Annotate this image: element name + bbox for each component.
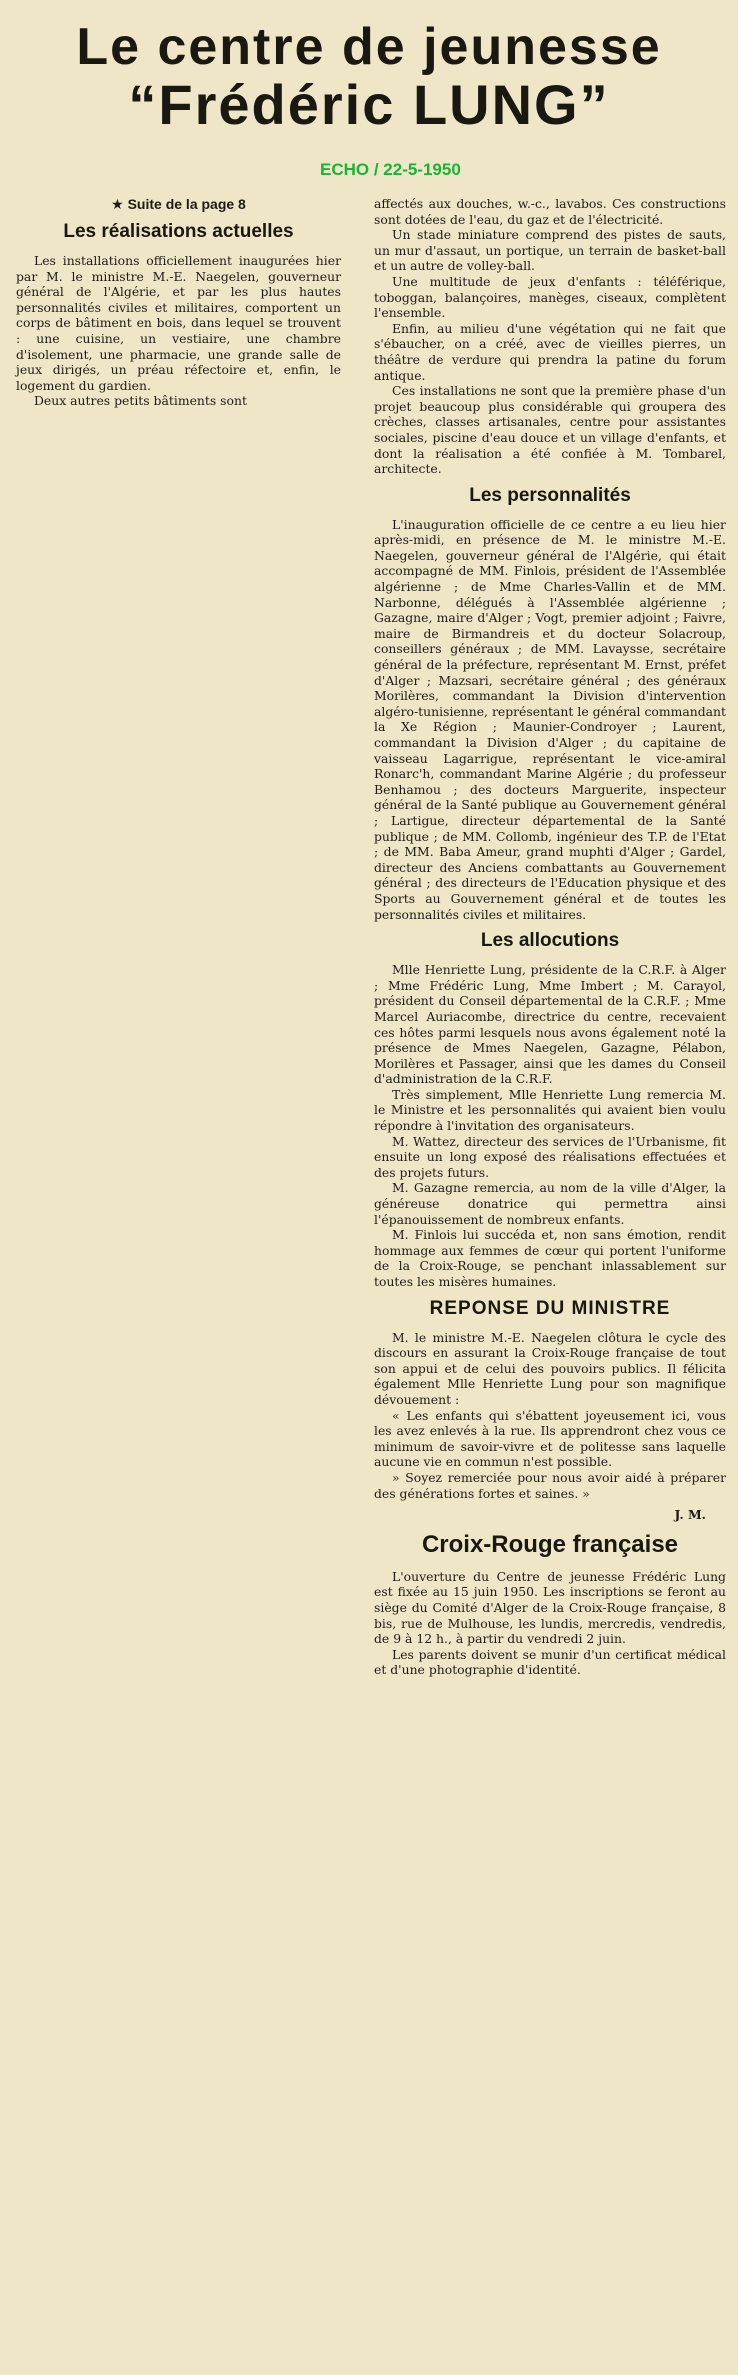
section-heading-allocutions: Les allocutions xyxy=(480,930,620,952)
section-heading-realisations: Les réalisations actuelles xyxy=(63,221,294,242)
right-column xyxy=(374,196,726,1678)
headline-line1: Le centre de jeunesse xyxy=(76,18,662,76)
paragraph: L'ouverture du Centre de jeunesse Frédéric Lung est fixée au 15 juin 1950. Les inscriptions se feront au siège du Comité d'Alger de la Croix-Rouge française, 8 bis, rue de Mulhouse, les lundis, mercredis, vendredis, de 9 à 12 h., à partir du vendredi 2 juin. xyxy=(374,1568,726,1647)
headline xyxy=(0,18,738,134)
paragraph: Ces installations ne sont que la première phase d'un projet beaucoup plus considérable qui groupera des crèches, classes artisanales, centre pour assistantes sociales, piscine d'eau douce et un village d'enfants, et dont la réalisation a été confiée à M. Tombarel, architecte. xyxy=(374,383,726,477)
continued-from-note: ★ Suite de la page 8 xyxy=(111,196,246,212)
section-heading-croix-rouge: Croix-Rouge française xyxy=(421,1530,679,1558)
paragraph: M. Wattez, directeur des services de l'Urbanisme, fit ensuite un long exposé des réalisations effectuées et des projets futurs. xyxy=(374,1133,726,1180)
paragraph: M. Gazagne remercia, au nom de la ville d'Alger, la généreuse donatrice qui permettra ainsi l'épanouissement de nombreux enfants. xyxy=(374,1180,726,1227)
source-tag: ECHO / 22-5-1950 xyxy=(320,160,461,179)
signature: J. M. xyxy=(674,1507,706,1523)
paragraph: Un stade miniature comprend des pistes de sauts, un mur d'assaut, un portique, un terrain de basket-ball et un autre de volley-ball. xyxy=(374,227,726,274)
paragraph: M. Finlois lui succéda et, non sans émotion, rendit hommage aux femmes de cœur qui portent l'uniforme de la Croix-Rouge, se penchant inlassablement sur toutes les misères humaines. xyxy=(374,1227,726,1289)
headline-line2: “Frédéric LUNG” xyxy=(128,73,610,136)
paragraph: L'inauguration officielle de ce centre a eu lieu hier après-midi, en présence de M. le ministre M.-E. Naegelen, gouverneur général de l'Algérie, qui était accompagné de MM. Finlois, président de l'Assemblée algérienne ; de Mme Charles-Vallin et de MM. Narbonne, délégués à l'Assemblée algérienne ; Gazagne, maire d'Alger ; Vogt, premier adjoint ; Faivre, maire de Birmandreis et du docteur Solacroup, conseillers généraux ; de MM. Lavaysse, secrétaire général de la préfecture, représentant M. Ernst, préfet d'Alger ; Mazsari, secrétaire général ; des généraux Morilères, commandant la Division d'intervention algéro-tunisienne, représentant le général commandant la Xe Région ; Maunier-Condroyer ; Laurent, commandant la Division d'Alger ; du capitaine de vaisseau Lagarrigue, représentant le vice-amiral Ronarc'h, commandant Marine Algérie ; du professeur Benhamou ; des docteurs Marguerite, inspecteur général de la Santé publique au Gouvernement général ; Lartigue, directeur départemental de la Santé publique ; de MM. Collomb, ingénieur des T.P. de l'Etat ; de MM. Baba Ameur, grand muphti d'Alger ; Gardel, directeur des Anciens combattants au Gouvernement général ; des directeurs de l'Education physique et des Sports au Gouvernement général et de toutes les personnalités civiles et militaires. xyxy=(374,516,726,922)
paragraph: Mlle Henriette Lung, présidente de la C.R.F. à Alger ; Mme Frédéric Lung, Mme Imbert ; M. Carayol, président du Conseil départemental de la C.R.F. ; Mme Marcel Auriacombe, directrice du centre, recevaient ces hôtes parmi lesquels nous avons également noté la présence de Mmes Naegelen, Gazagne, Pélabon, Morilères et Passager, ainsi que les dames du Conseil d'administration de la C.R.F. xyxy=(374,962,726,1087)
paragraph: Deux autres petits bâtiments sont xyxy=(34,393,247,409)
paragraph: affectés aux douches, w.-c., lavabos. Ces constructions sont dotées de l'eau, du gaz et de l'électricité. xyxy=(374,196,726,227)
paragraph: M. le ministre M.-E. Naegelen clôtura le cycle des discours en assurant la Croix-Rouge française de tout son appui et de celui des pouvoirs publics. Il félicita également Mlle Henriette Lung pour son magnifique dévouement : xyxy=(374,1329,726,1407)
left-column xyxy=(16,196,341,409)
paragraph: Très simplement, Mlle Henriette Lung remercia M. le Ministre et les personnalités qui avaient bien voulu répondre à l'invitation des organisateurs. xyxy=(374,1086,726,1134)
section-heading-reponse: REPONSE DU MINISTRE xyxy=(429,1297,671,1319)
section-heading-personnalites: Les personnalités xyxy=(469,484,631,506)
paragraph: Une multitude de jeux d'enfants : téléférique, toboggan, balançoires, manèges, ciseaux, complètent l'ensemble. xyxy=(374,273,726,321)
paragraph: Les parents doivent se munir d'un certificat médical et d'une photographie d'identité. xyxy=(374,1646,726,1678)
paragraph: « Les enfants qui s'ébattent joyeusement ici, vous les avez enlevés à la rue. Ils apprendront chez vous ce minimum de savoir-vivre et de politesse sans laquelle aucune vie en commun n'est possible. xyxy=(374,1407,726,1470)
paragraph: Les installations officiellement inaugurées hier par M. le ministre M.-E. Naegelen, gouverneur général de l'Algérie, et par les plus hautes personnalités civiles et militaires, comportent un corps de bâtiment en bois, dans lequel se trouvent : une cuisine, un vestiaire, une chambre d'isolement, une pharmacie, une grande salle de jeux dirigés, un préau réfectoire et, enfin, le logement du gardien. xyxy=(16,253,341,393)
paragraph: Enfin, au milieu d'une végétation qui ne fait que s'ébaucher, on a créé, avec de vieilles pierres, un théâtre de verdure qui prendra la patine du forum antique. xyxy=(374,320,726,383)
paragraph: » Soyez remerciée pour nous avoir aidé à préparer des générations fortes et saines. » xyxy=(374,1469,726,1501)
